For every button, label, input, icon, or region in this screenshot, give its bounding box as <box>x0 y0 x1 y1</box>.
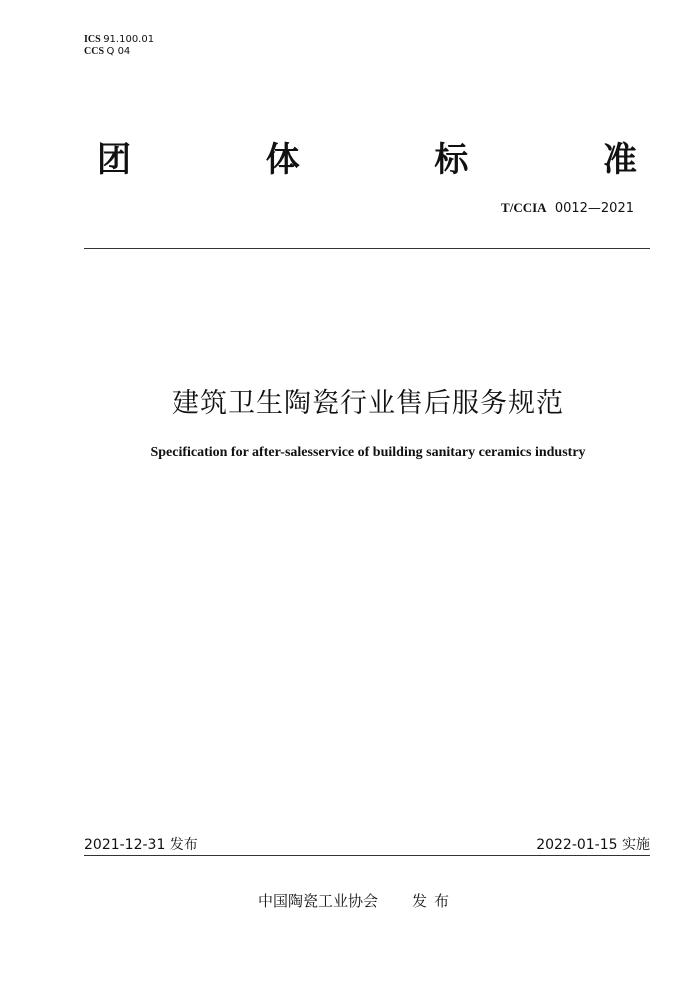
standard-type-char: 团 <box>97 140 131 180</box>
title-english: Specification for after-salesservice of building sanitary ceramics industry <box>150 445 586 460</box>
standard-type-heading <box>92 132 642 181</box>
standard-type-char: 准 <box>602 140 637 180</box>
publisher <box>258 890 456 911</box>
top-divider <box>84 248 650 249</box>
standard-number-value: 0012—2021 <box>554 201 634 216</box>
standard-type-char: 标 <box>434 140 469 180</box>
standard-type-char: 体 <box>265 140 300 180</box>
standard-number <box>501 200 634 216</box>
publisher-organization: 中国陶瓷工业协会 <box>258 892 379 910</box>
ics-code: ICS 91.100.01 <box>84 34 155 45</box>
standard-number-prefix: T/CCIA <box>501 200 547 215</box>
ccs-code: CCS Q 04 <box>84 46 131 57</box>
publisher-action: 发布 <box>412 892 457 910</box>
classification-codes <box>84 34 154 58</box>
title-chinese: 建筑卫生陶瓷行业售后服务规范 <box>172 388 564 419</box>
implementation-date: 2022-01-15 实施 <box>536 837 650 853</box>
bottom-divider <box>84 855 650 856</box>
issue-date: 2021-12-31 发布 <box>84 837 198 853</box>
